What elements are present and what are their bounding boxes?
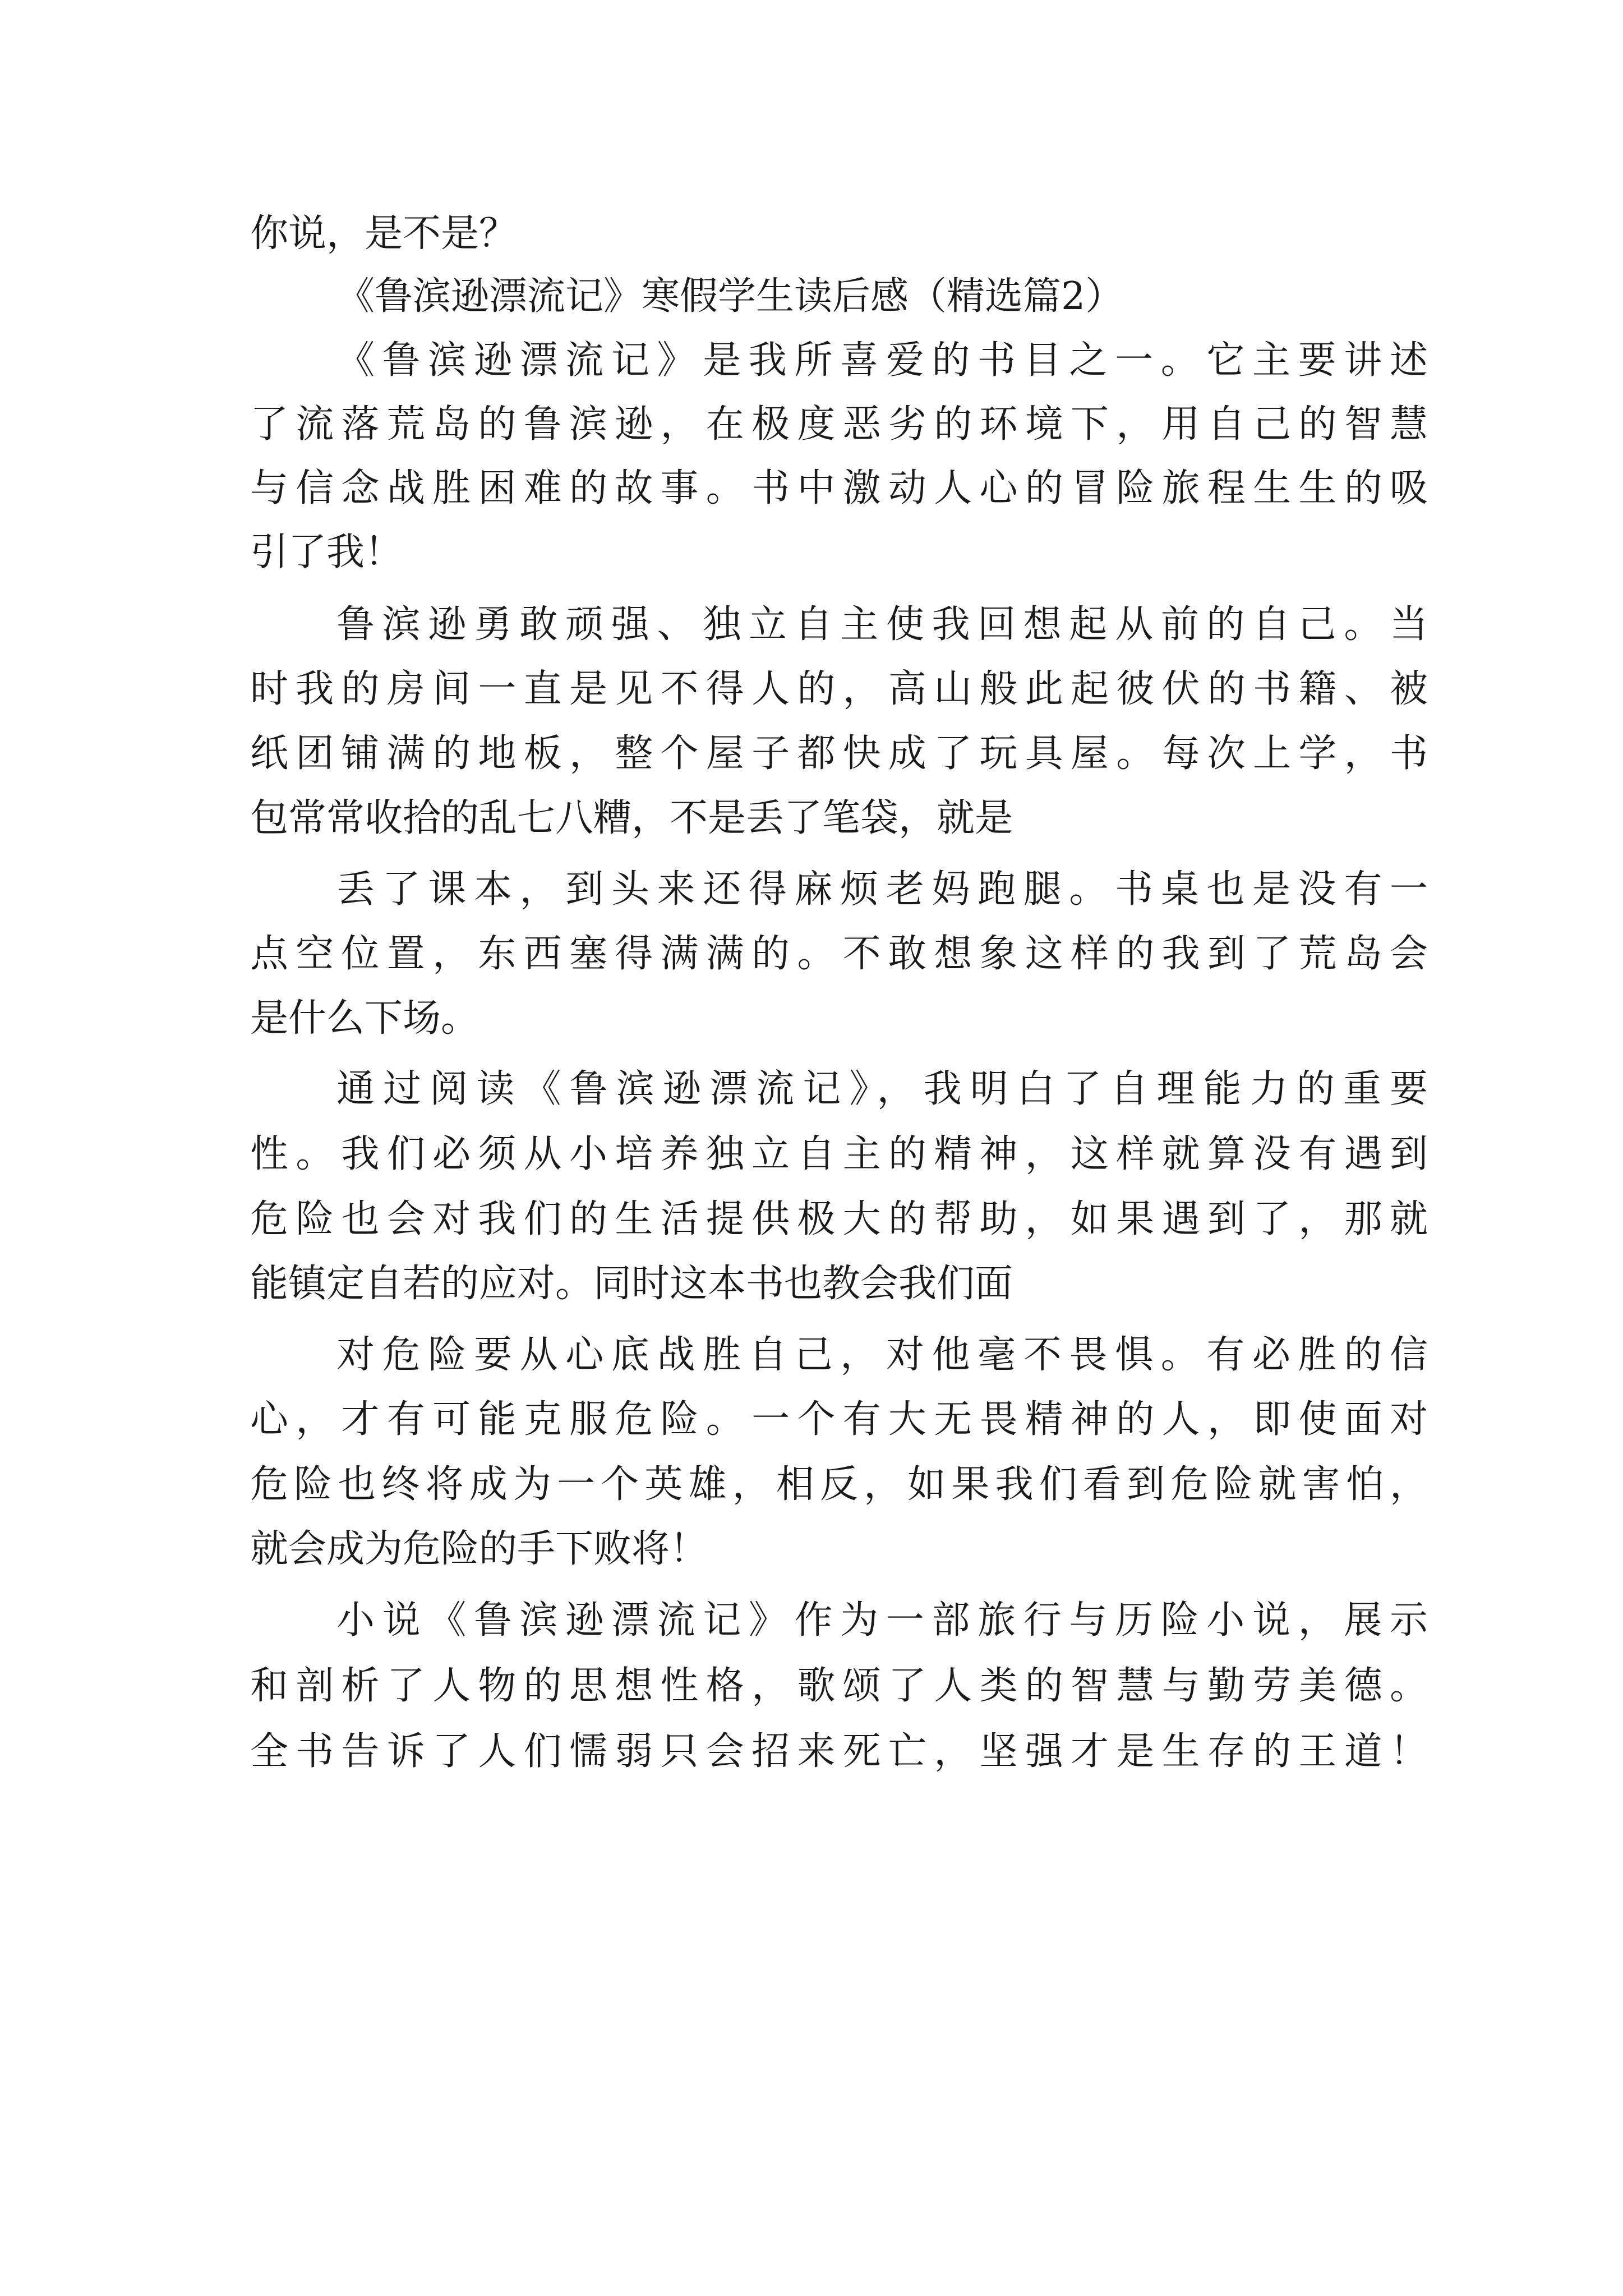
text-line: 就会成为危险的手下败将！ [250, 1527, 708, 1571]
text-line: 时我的房间一直是见不得人的，高山般此起彼伏的书籍、被 [250, 667, 1428, 711]
text-line: 鲁滨逊勇敢顽强、独立自主使我回想起从前的自己。当 [336, 602, 1428, 647]
text-line: 对危险要从心底战胜自己，对他毫不畏惧。有必胜的信 [336, 1333, 1428, 1377]
text-line: 了流落荒岛的鲁滨逊，在极度恶劣的环境下，用自己的智慧 [250, 402, 1428, 447]
text-line: 引了我！ [250, 530, 403, 574]
section-heading: 《鲁滨逊漂流记》寒假学生读后感（精选篇2） [336, 274, 1124, 319]
text-line: 包常常收拾的乱七八糟，不是丢了笔袋，就是 [250, 796, 1013, 840]
text-line: 全书告诉了人们懦弱只会招来死亡，坚强才是生存的王道！ [250, 1729, 1428, 1774]
text-line: 和剖析了人物的思想性格，歌颂了人类的智慧与勤劳美德。 [250, 1664, 1428, 1708]
text-line: 性。我们必须从小培养独立自主的精神，这样就算没有遇到 [250, 1132, 1428, 1176]
text-line: 心，才有可能克服危险。一个有大无畏精神的人，即使面对 [250, 1397, 1428, 1442]
text-line: 危险也会对我们的生活提供极大的帮助，如果遇到了，那就 [250, 1197, 1428, 1241]
text-line: 你说，是不是？ [250, 211, 518, 256]
text-line: 《鲁滨逊漂流记》是我所喜爱的书目之一。它主要讲述 [336, 338, 1428, 383]
text-line: 能镇定自若的应对。同时这本书也教会我们面 [250, 1262, 1013, 1306]
text-line: 危险也终将成为一个英雄，相反，如果我们看到危险就害怕， [250, 1462, 1428, 1507]
text-line: 是什么下场。 [250, 996, 479, 1041]
text-line: 与信念战胜困难的故事。书中激动人心的冒险旅程生生的吸 [250, 466, 1428, 510]
text-line: 通过阅读《鲁滨逊漂流记》，我明白了自理能力的重要 [336, 1067, 1428, 1111]
text-line: 丢了课本，到头来还得麻烦老妈跑腿。书桌也是没有一 [336, 867, 1428, 912]
text-line: 纸团铺满的地板，整个屋子都快成了玩具屋。每次上学，书 [250, 731, 1428, 776]
text-line: 小说《鲁滨逊漂流记》作为一部旅行与历险小说，展示 [336, 1598, 1428, 1642]
text-line: 点空位置，东西塞得满满的。不敢想象这样的我到了荒岛会 [250, 932, 1428, 976]
